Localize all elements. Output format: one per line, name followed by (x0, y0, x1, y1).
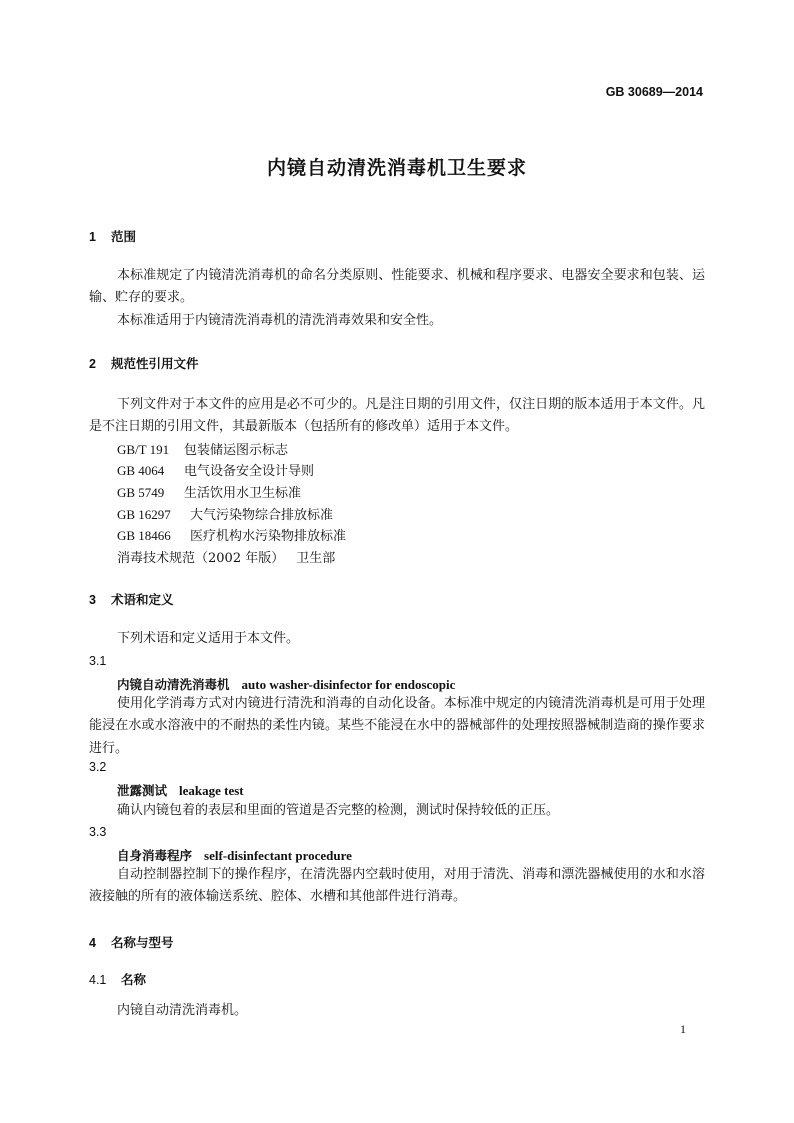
reference-item (117, 547, 335, 566)
term-chinese: 自身消毒程序 (117, 848, 193, 863)
reference-title: 包装储运图示标志 (184, 443, 289, 458)
section-title: 名称与型号 (111, 935, 174, 950)
scope-paragraph-2: 本标准适用于内镜清洗消毒机的清洗消毒效果和安全性。 (117, 313, 443, 328)
section-1-heading (89, 227, 136, 245)
standard-number: GB 30689—2014 (605, 85, 703, 99)
section-number: 2 (89, 357, 96, 371)
section-number: 1 (89, 230, 96, 244)
term-english: leakage test (179, 783, 244, 798)
page-number: 1 (680, 1022, 686, 1036)
section-2-heading (89, 354, 199, 372)
reference-code: GB 18466 (117, 528, 171, 543)
term-definition: 自动控制器控制下的操作程序，在清洗器内空载时使用，对用于清洗、消毒和漂洗器械使用的水和水溶液接触的所有的液体输送系统、腔体、水槽和其他部件进行消毒。 (89, 867, 705, 905)
reference-title: 生活饮用水卫生标准 (184, 486, 302, 501)
term-english: self-disinfectant procedure (204, 848, 352, 863)
subsection-number: 4.1 (89, 973, 107, 987)
reference-code: 消毒技术规范（2002 年版） (117, 551, 285, 566)
term-heading (117, 781, 244, 799)
section-3-heading (89, 590, 174, 608)
reference-code: GB 4064 (117, 463, 165, 478)
reference-item (117, 525, 346, 544)
section-4-heading (89, 933, 174, 951)
reference-title: 电气设备安全设计导则 (184, 464, 315, 479)
section-title: 术语和定义 (111, 592, 174, 607)
reference-code: GB 16297 (117, 507, 171, 522)
clause-number: 3.3 (89, 825, 107, 839)
reference-code: GB 5749 (117, 485, 165, 500)
reference-title: 卫生部 (296, 551, 336, 566)
reference-item (117, 439, 288, 458)
section-title: 规范性引用文件 (111, 356, 199, 371)
scope-paragraph-1: 本标准规定了内镜清洗消毒机的命名分类原则、性能要求、机械和程序要求、电器安全要求和包装、运输、贮存的要求。 (89, 268, 705, 306)
reference-code: GB/T 191 (117, 442, 170, 457)
references-intro: 下列文件对于本文件的应用是必不可少的。凡是注日期的引用文件，仅注日期的版本适用于本文件。凡是不注日期的引用文件，其最新版本（包括所有的修改单）适用于本文件。 (89, 397, 705, 435)
subsection-4-1-heading (89, 970, 146, 988)
section-number: 3 (89, 593, 96, 607)
clause-number: 3.1 (89, 654, 107, 668)
subsection-title: 名称 (121, 972, 147, 987)
name-paragraph: 内镜自动清洗消毒机。 (117, 1003, 248, 1018)
term-chinese: 泄露测试 (117, 783, 168, 798)
reference-item (117, 460, 314, 479)
term-definition: 确认内镜包着的表层和里面的管道是否完整的检测，测试时保持较低的正压。 (117, 803, 560, 818)
section-number: 4 (89, 936, 96, 950)
reference-item (117, 482, 301, 501)
reference-title: 大气污染物综合排放标准 (190, 508, 334, 523)
reference-title: 医疗机构水污染物排放标准 (190, 529, 347, 544)
reference-item (117, 504, 333, 523)
term-definition: 使用化学消毒方式对内镜进行清洗和消毒的自动化设备。本标准中规定的内镜清洗消毒机是可用于处理能浸在水或水溶液中的不耐热的柔性内镜。某些不能浸在水中的器械部件的处理按照器械制造商的操作要求进行。 (89, 696, 705, 756)
term-heading (117, 675, 455, 693)
terms-intro: 下列术语和定义适用于本文件。 (117, 631, 300, 646)
clause-number: 3.2 (89, 760, 107, 774)
term-heading (117, 846, 352, 864)
section-title: 范围 (111, 229, 137, 244)
term-english: auto washer-disinfector for endoscopic (241, 677, 456, 692)
term-chinese: 内镜自动清洗消毒机 (117, 677, 230, 692)
document-title: 内镜自动清洗消毒机卫生要求 (266, 157, 527, 179)
